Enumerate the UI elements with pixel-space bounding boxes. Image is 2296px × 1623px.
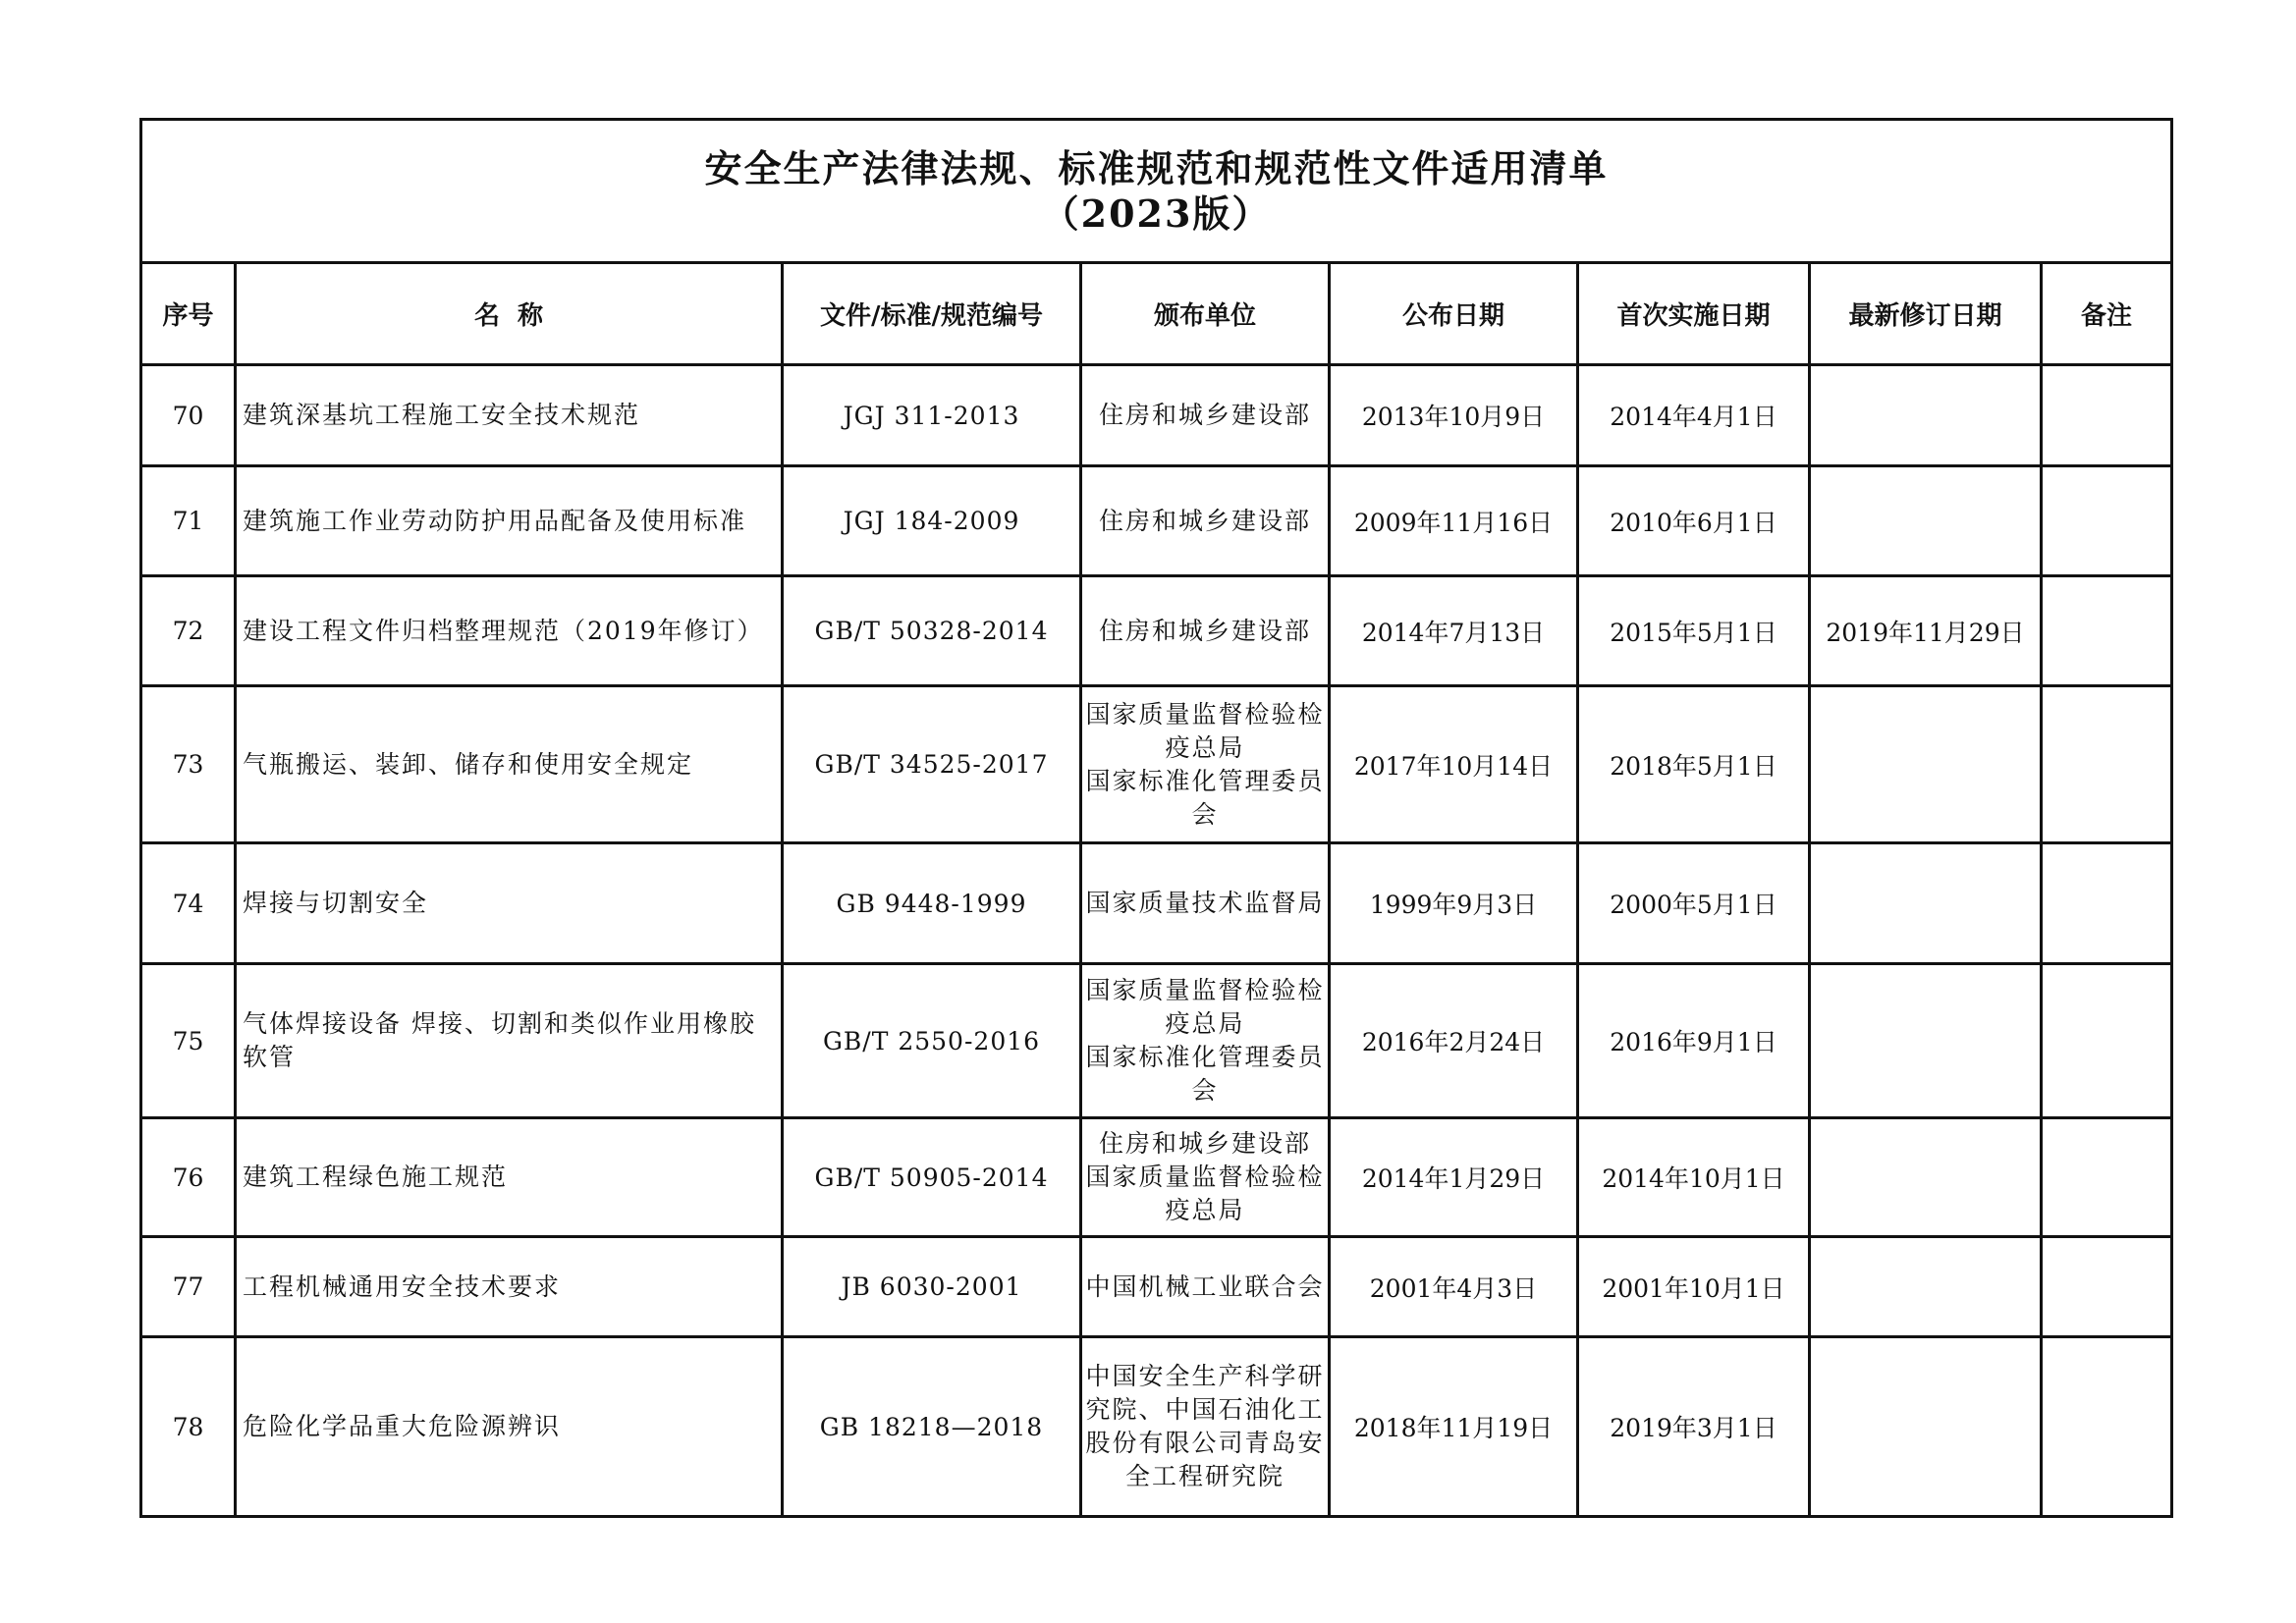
row-code: GB/T 50328-2014	[783, 576, 1081, 686]
row-revised	[1810, 1337, 2042, 1517]
table-row	[141, 1118, 2172, 1237]
table-row	[141, 576, 2172, 686]
row-published: 2018年11月19日	[1330, 1337, 1578, 1517]
header-remark: 备注	[2042, 263, 2172, 365]
row-published: 2016年2月24日	[1330, 964, 1578, 1118]
row-revised	[1810, 466, 2042, 576]
table-row	[141, 843, 2172, 964]
row-no: 75	[141, 964, 236, 1118]
row-issuer: 住房和城乡建设部	[1081, 365, 1330, 466]
row-revised	[1810, 365, 2042, 466]
header-published: 公布日期	[1330, 263, 1578, 365]
row-issuer: 国家质量监督检验检疫总局 国家标准化管理委员会	[1081, 964, 1330, 1118]
row-revised	[1810, 686, 2042, 843]
row-name: 建设工程文件归档整理规范（2019年修订）	[236, 576, 783, 686]
header-no: 序号	[141, 263, 236, 365]
row-effective: 2001年10月1日	[1578, 1237, 1810, 1337]
row-name: 建筑施工作业劳动防护用品配备及使用标准	[236, 466, 783, 576]
row-effective: 2018年5月1日	[1578, 686, 1810, 843]
row-issuer: 中国安全生产科学研究院、中国石油化工股份有限公司青岛安全工程研究院	[1081, 1337, 1330, 1517]
row-revised	[1810, 1237, 2042, 1337]
row-effective: 2014年10月1日	[1578, 1118, 1810, 1237]
row-no: 78	[141, 1337, 236, 1517]
row-code: GB/T 50905-2014	[783, 1118, 1081, 1237]
row-remark	[2042, 1118, 2172, 1237]
row-issuer: 住房和城乡建设部	[1081, 466, 1330, 576]
row-remark	[2042, 1337, 2172, 1517]
row-no: 71	[141, 466, 236, 576]
row-remark	[2042, 365, 2172, 466]
row-remark	[2042, 576, 2172, 686]
row-published: 2001年4月3日	[1330, 1237, 1578, 1337]
row-effective: 2019年3月1日	[1578, 1337, 1810, 1517]
row-name: 焊接与切割安全	[236, 843, 783, 964]
row-published: 2014年7月13日	[1330, 576, 1578, 686]
row-name: 气体焊接设备 焊接、切割和类似作业用橡胶软管	[236, 964, 783, 1118]
table-row	[141, 365, 2172, 466]
row-revised	[1810, 964, 2042, 1118]
row-revised: 2019年11月29日	[1810, 576, 2042, 686]
row-effective: 2000年5月1日	[1578, 843, 1810, 964]
header-effective: 首次实施日期	[1578, 263, 1810, 365]
regulation-list-sheet	[139, 118, 2170, 1518]
row-no: 72	[141, 576, 236, 686]
row-name: 建筑深基坑工程施工安全技术规范	[236, 365, 783, 466]
row-no: 73	[141, 686, 236, 843]
row-remark	[2042, 686, 2172, 843]
row-code: JGJ 311-2013	[783, 365, 1081, 466]
header-name: 名 称	[236, 263, 783, 365]
row-no: 70	[141, 365, 236, 466]
row-remark	[2042, 964, 2172, 1118]
row-published: 2017年10月14日	[1330, 686, 1578, 843]
row-revised	[1810, 843, 2042, 964]
row-published: 2013年10月9日	[1330, 365, 1578, 466]
row-issuer: 国家质量技术监督局	[1081, 843, 1330, 964]
title-row	[141, 120, 2172, 263]
row-effective: 2016年9月1日	[1578, 964, 1810, 1118]
table-row	[141, 964, 2172, 1118]
table-row	[141, 1237, 2172, 1337]
row-name: 工程机械通用安全技术要求	[236, 1237, 783, 1337]
row-remark	[2042, 1237, 2172, 1337]
row-no: 76	[141, 1118, 236, 1237]
row-code: GB 9448-1999	[783, 843, 1081, 964]
row-remark	[2042, 843, 2172, 964]
row-issuer: 国家质量监督检验检疫总局 国家标准化管理委员会	[1081, 686, 1330, 843]
header-issuer: 颁布单位	[1081, 263, 1330, 365]
header-code: 文件/标准/规范编号	[783, 263, 1081, 365]
row-issuer: 中国机械工业联合会	[1081, 1237, 1330, 1337]
row-issuer: 住房和城乡建设部	[1081, 576, 1330, 686]
document-subtitle: （2023版）	[1041, 190, 1272, 236]
row-published: 2014年1月29日	[1330, 1118, 1578, 1237]
row-effective: 2010年6月1日	[1578, 466, 1810, 576]
row-code: GB 18218—2018	[783, 1337, 1081, 1517]
row-effective: 2015年5月1日	[1578, 576, 1810, 686]
row-no: 77	[141, 1237, 236, 1337]
row-published: 1999年9月3日	[1330, 843, 1578, 964]
row-issuer: 住房和城乡建设部 国家质量监督检验检疫总局	[1081, 1118, 1330, 1237]
row-name: 气瓶搬运、装卸、储存和使用安全规定	[236, 686, 783, 843]
document-title: 安全生产法律法规、标准规范和规范性文件适用清单	[704, 145, 1609, 190]
header-revised: 最新修订日期	[1810, 263, 2042, 365]
row-name: 建筑工程绿色施工规范	[236, 1118, 783, 1237]
row-name: 危险化学品重大危险源辨识	[236, 1337, 783, 1517]
row-code: JB 6030-2001	[783, 1237, 1081, 1337]
title-cell	[141, 120, 2172, 263]
table-row	[141, 466, 2172, 576]
table-row	[141, 1337, 2172, 1517]
row-effective: 2014年4月1日	[1578, 365, 1810, 466]
row-revised	[1810, 1118, 2042, 1237]
row-published: 2009年11月16日	[1330, 466, 1578, 576]
row-code: GB/T 2550-2016	[783, 964, 1081, 1118]
row-code: GB/T 34525-2017	[783, 686, 1081, 843]
row-remark	[2042, 466, 2172, 576]
header-row	[141, 263, 2172, 365]
row-code: JGJ 184-2009	[783, 466, 1081, 576]
row-no: 74	[141, 843, 236, 964]
regulation-table	[139, 118, 2173, 1518]
table-row	[141, 686, 2172, 843]
